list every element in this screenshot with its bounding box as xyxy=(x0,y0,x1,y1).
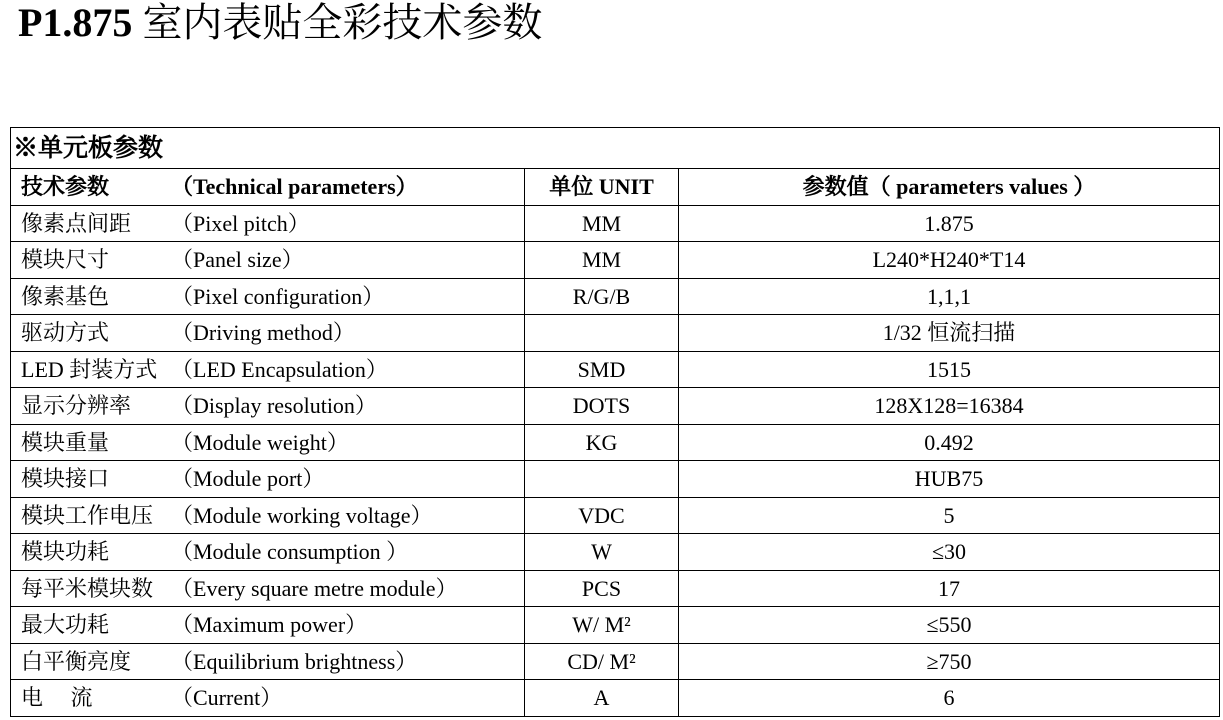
param-cell xyxy=(11,388,525,425)
spec-table-body xyxy=(11,128,1220,717)
header-param-cell xyxy=(11,169,525,206)
table-row xyxy=(11,278,1220,315)
value-cell: 17 xyxy=(679,570,1220,607)
param-name-en: （Module port） xyxy=(171,466,325,492)
table-row xyxy=(11,607,1220,644)
unit-cell: W xyxy=(525,534,679,571)
table-row xyxy=(11,388,1220,425)
value-cell: ≤550 xyxy=(679,607,1220,644)
table-row xyxy=(11,242,1220,279)
unit-cell: MM xyxy=(525,205,679,242)
param-name-cn: 白平衡亮度 xyxy=(21,648,132,674)
unit-cell xyxy=(525,461,679,498)
value-cell: ≤30 xyxy=(679,534,1220,571)
param-name-en: （Current） xyxy=(171,685,283,711)
unit-cell: SMD xyxy=(525,351,679,388)
unit-cell: VDC xyxy=(525,497,679,534)
value-cell: 128X128=16384 xyxy=(679,388,1220,425)
page-title xyxy=(18,0,542,48)
header-unit: 单位 UNIT xyxy=(525,169,679,206)
param-cell xyxy=(11,278,525,315)
param-cell xyxy=(11,461,525,498)
header-row xyxy=(11,169,1220,206)
param-name-en: （LED Encapsulation） xyxy=(171,356,388,382)
param-name-en: （Driving method） xyxy=(171,320,355,346)
value-cell: 1,1,1 xyxy=(679,278,1220,315)
param-name-en: （Pixel pitch） xyxy=(171,210,310,236)
param-name-cn: 像素基色 xyxy=(21,283,110,309)
param-name-cn: 驱动方式 xyxy=(21,320,110,346)
param-name-cn: 模块重量 xyxy=(21,429,110,455)
header-value: 参数值（ parameters values ） xyxy=(679,169,1220,206)
header-param-en: （Technical parameters） xyxy=(171,174,418,200)
param-name-cn: LED 封装方式 xyxy=(21,356,158,382)
value-cell: 5 xyxy=(679,497,1220,534)
value-cell: L240*H240*T14 xyxy=(679,242,1220,279)
table-row xyxy=(11,680,1220,717)
param-name-en: （Every square metre module） xyxy=(171,575,458,601)
param-name-cn: 模块工作电压 xyxy=(21,502,154,528)
table-row xyxy=(11,570,1220,607)
spec-table xyxy=(10,127,1220,717)
unit-cell: DOTS xyxy=(525,388,679,425)
param-cell xyxy=(11,643,525,680)
param-cell xyxy=(11,205,525,242)
value-cell: 1/32 恒流扫描 xyxy=(679,315,1220,352)
param-name-cn: 模块接口 xyxy=(21,466,110,492)
param-name-en: （Pixel configuration） xyxy=(171,283,385,309)
param-cell xyxy=(11,351,525,388)
value-cell: HUB75 xyxy=(679,461,1220,498)
param-cell xyxy=(11,242,525,279)
header-param-cn: 技术参数 xyxy=(21,174,110,200)
unit-cell: R/G/B xyxy=(525,278,679,315)
value-cell: 1515 xyxy=(679,351,1220,388)
param-name-en: （Panel size） xyxy=(171,247,304,273)
param-cell xyxy=(11,570,525,607)
param-name-cn: 最大功耗 xyxy=(21,612,110,638)
page-title-text: 室内表贴全彩技术参数 xyxy=(142,0,543,45)
unit-cell: PCS xyxy=(525,570,679,607)
unit-cell: KG xyxy=(525,424,679,461)
table-row xyxy=(11,497,1220,534)
value-cell: 6 xyxy=(679,680,1220,717)
table-row xyxy=(11,424,1220,461)
param-cell xyxy=(11,534,525,571)
table-row xyxy=(11,461,1220,498)
param-cell xyxy=(11,607,525,644)
unit-cell xyxy=(525,315,679,352)
param-cell xyxy=(11,497,525,534)
table-row xyxy=(11,351,1220,388)
value-cell: 0.492 xyxy=(679,424,1220,461)
param-name-en: （Module working voltage） xyxy=(171,502,433,528)
unit-cell: CD/ M² xyxy=(525,643,679,680)
table-row xyxy=(11,205,1220,242)
section-row xyxy=(11,128,1220,169)
value-cell: 1.875 xyxy=(679,205,1220,242)
table-row xyxy=(11,315,1220,352)
param-name-cn: 显示分辨率 xyxy=(21,393,132,419)
value-cell: ≥750 xyxy=(679,643,1220,680)
param-name-cn: 每平米模块数 xyxy=(21,575,154,601)
section-title: ※单元板参数 xyxy=(11,128,1220,169)
param-cell xyxy=(11,424,525,461)
table-row xyxy=(11,534,1220,571)
page-title-model: P1.875 xyxy=(18,0,133,45)
param-name-cn: 电 流 xyxy=(21,685,93,711)
param-name-cn: 模块尺寸 xyxy=(21,247,110,273)
unit-cell: MM xyxy=(525,242,679,279)
param-name-en: （Equilibrium brightness） xyxy=(171,648,418,674)
param-name-cn: 像素点间距 xyxy=(21,210,132,236)
table-row xyxy=(11,643,1220,680)
param-name-en: （Module consumption ） xyxy=(171,539,409,565)
param-name-cn: 模块功耗 xyxy=(21,539,110,565)
param-name-en: （Display resolution） xyxy=(171,393,377,419)
param-cell xyxy=(11,680,525,717)
param-name-en: （Maximum power） xyxy=(171,612,368,638)
param-name-en: （Module weight） xyxy=(171,429,349,455)
unit-cell: W/ M² xyxy=(525,607,679,644)
unit-cell: A xyxy=(525,680,679,717)
param-cell xyxy=(11,315,525,352)
